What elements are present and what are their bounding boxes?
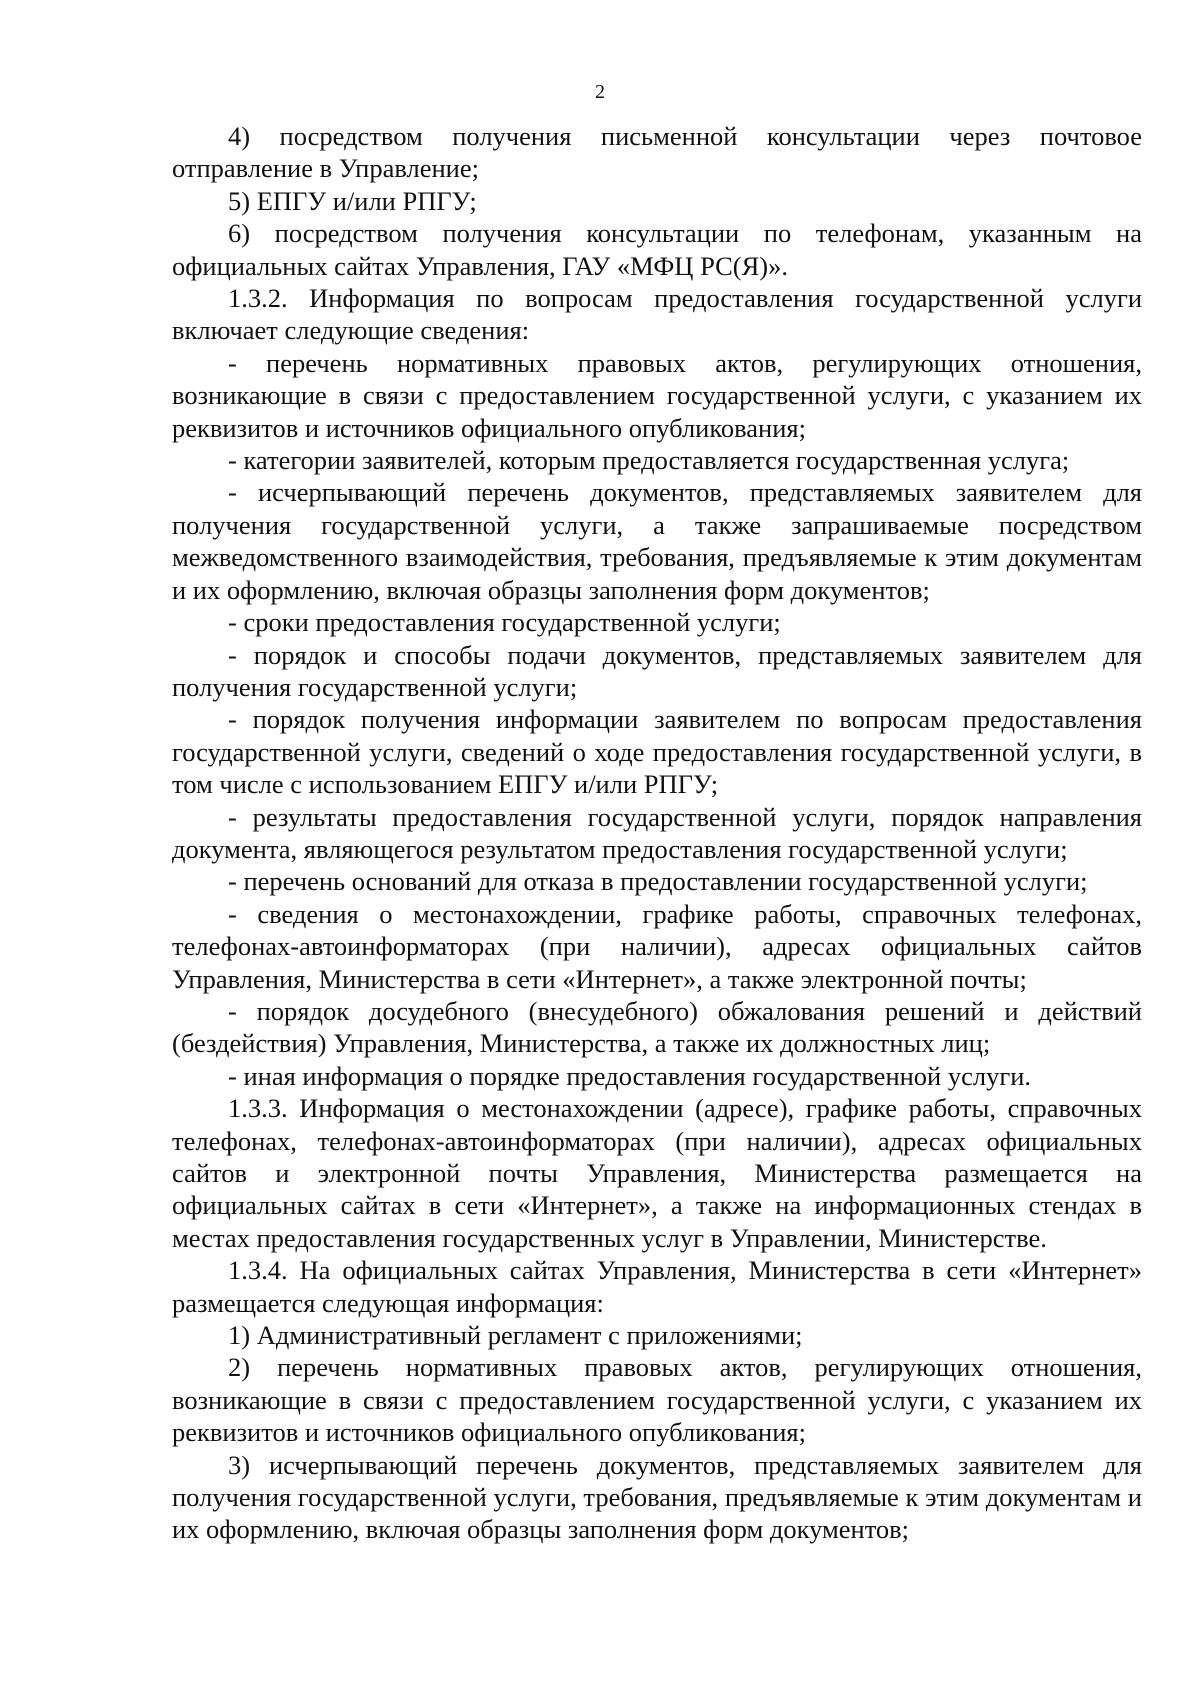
list-item-normative-acts: - перечень нормативных правовых актов, регулирующих отношения, возникающие в связи с предоставлением государственной услуги, с указанием их реквизитов и источников официального опубликования;	[172, 347, 1142, 443]
list-item-location-info: - сведения о местонахождении, графике работы, справочных телефонах, телефонах-автоинформаторах (при наличии), адресах официальных сайтов Управления, Министерства в сети «Интернет», а также электронной почты;	[172, 898, 1142, 994]
list-item-normative-acts-website: 2) перечень нормативных правовых актов, регулирующих отношения, возникающие в связи с предоставлением государственной услуги, с указанием их реквизитов и источников официального опубликования;	[172, 1352, 1142, 1448]
list-item-document-list-website: 3) исчерпывающий перечень документов, представляемых заявителем для получения государственной услуги, требования, предъявляемые к этим документам и их оформлению, включая образцы заполнения форм документов;	[172, 1449, 1142, 1545]
paragraph-5-epgu-rpgu: 5) ЕПГУ и/или РПГУ;	[228, 185, 477, 216]
list-item-information-procedure: - порядок получения информации заявителем по вопросам предоставления государственной услуги, сведений о ходе предоставления государственной услуги, в том числе с использованием ЕПГУ и/или РПГУ;	[172, 704, 1142, 800]
document-body	[172, 120, 1142, 1546]
page-number: 2	[595, 81, 605, 103]
list-item-submission-procedure: - порядок и способы подачи документов, представляемых заявителем для получения государственной услуги;	[172, 639, 1142, 702]
paragraph-1-3-3-location-info: 1.3.3. Информация о местонахождении (адресе), графике работы, справочных телефонах, телефонах-автоинформаторах (при наличии), адресах официальных сайтов и электронной почты Управления, Министерства размещается на официальных сайтах в сети «Интернет», а также на информационных стендах в местах предоставления государственных услуг в Управлении, Министерстве.	[172, 1093, 1142, 1253]
list-item-admin-regulation: 1) Административный регламент с приложениями;	[228, 1320, 803, 1351]
list-item-refusal-grounds: - перечень оснований для отказа в предоставлении государственной услуги;	[228, 866, 1088, 897]
list-item-service-terms: - сроки предоставления государственной услуги;	[228, 607, 781, 638]
paragraph-1-3-2-info-contents: 1.3.2. Информация по вопросам предоставления государственной услуги включает следующие сведения:	[172, 283, 1142, 346]
paragraph-1-3-4-website-info: 1.3.4. На официальных сайтах Управления, Министерства в сети «Интернет» размещается следующая информация:	[172, 1255, 1142, 1318]
list-item-appeal-procedure: - порядок досудебного (внесудебного) обжалования решений и действий (бездействия) Управления, Министерства, а также их должностных лиц;	[172, 995, 1142, 1059]
paragraph-6-phone-consultation: 6) посредством получения консультации по телефонам, указанным на официальных сайтах Управления, ГАУ «МФЦ РС(Я)».	[172, 218, 1142, 281]
list-item-document-list: - исчерпывающий перечень документов, представляемых заявителем для получения государственной услуги, а также запрашиваемые посредством межведомственного взаимодействия, требования, предъявляемые к этим документам и их оформлению, включая образцы заполнения форм документов;	[172, 477, 1142, 605]
list-item-service-results: - результаты предоставления государственной услуги, порядок направления документа, являющегося результатом предоставления государственной услуги;	[172, 801, 1142, 864]
list-item-other-information: - иная информация о порядке предоставления государственной услуги.	[228, 1060, 1032, 1091]
list-item-applicant-categories: - категории заявителей, которым предоставляется государственная услуга;	[228, 445, 1070, 476]
paragraph-4-written-consultation: 4) посредством получения письменной консультации через почтовое отправление в Управление;	[172, 121, 1142, 184]
